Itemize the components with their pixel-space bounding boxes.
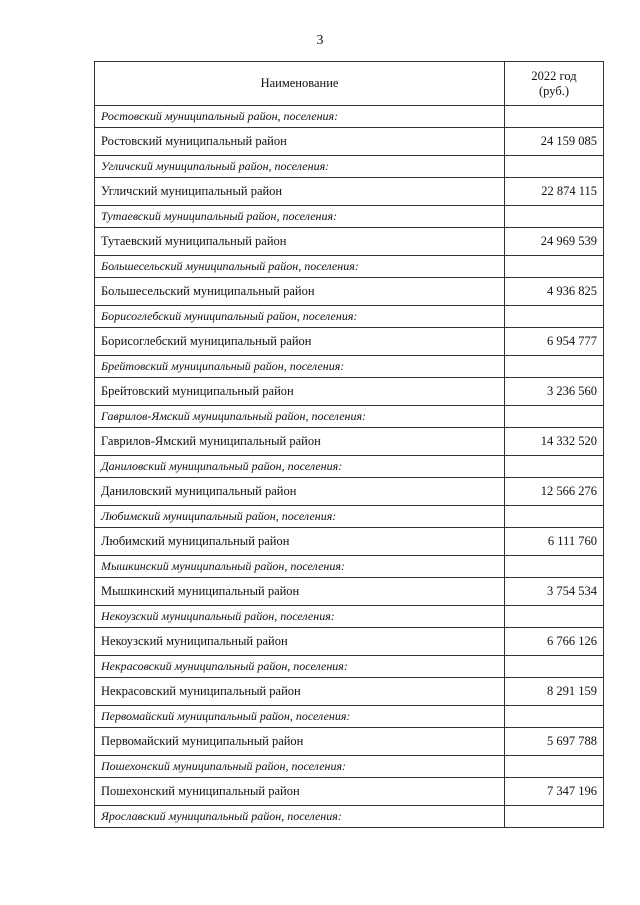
district-name: Мышкинский муниципальный район xyxy=(95,578,505,606)
table-row xyxy=(95,528,604,556)
group-row xyxy=(95,206,604,228)
group-row xyxy=(95,656,604,678)
group-row xyxy=(95,606,604,628)
group-label: Некрасовский муниципальный район, поселения: xyxy=(95,656,505,678)
group-row xyxy=(95,156,604,178)
district-value: 3 236 560 xyxy=(505,378,604,406)
column-header-year xyxy=(505,62,604,106)
district-value: 12 566 276 xyxy=(505,478,604,506)
budget-table xyxy=(94,61,604,828)
district-value: 7 347 196 xyxy=(505,778,604,806)
district-value: 6 111 760 xyxy=(505,528,604,556)
group-label: Брейтовский муниципальный район, поселения: xyxy=(95,356,505,378)
district-name: Некрасовский муниципальный район xyxy=(95,678,505,706)
group-value-empty xyxy=(505,206,604,228)
table-row xyxy=(95,328,604,356)
group-value-empty xyxy=(505,156,604,178)
district-name: Угличский муниципальный район xyxy=(95,178,505,206)
table-row xyxy=(95,628,604,656)
group-row xyxy=(95,306,604,328)
group-row xyxy=(95,456,604,478)
table-row xyxy=(95,178,604,206)
district-name: Гаврилов-Ямский муниципальный район xyxy=(95,428,505,456)
district-value: 5 697 788 xyxy=(505,728,604,756)
group-row xyxy=(95,706,604,728)
group-value-empty xyxy=(505,106,604,128)
district-value: 24 159 085 xyxy=(505,128,604,156)
district-value: 4 936 825 xyxy=(505,278,604,306)
group-value-empty xyxy=(505,656,604,678)
group-label: Мышкинский муниципальный район, поселения: xyxy=(95,556,505,578)
district-name: Ростовский муниципальный район xyxy=(95,128,505,156)
group-value-empty xyxy=(505,806,604,828)
group-label: Борисоглебский муниципальный район, поселения: xyxy=(95,306,505,328)
group-value-empty xyxy=(505,306,604,328)
district-name: Борисоглебский муниципальный район xyxy=(95,328,505,356)
table-row xyxy=(95,478,604,506)
table-row xyxy=(95,378,604,406)
district-value: 8 291 159 xyxy=(505,678,604,706)
group-row xyxy=(95,756,604,778)
district-name: Брейтовский муниципальный район xyxy=(95,378,505,406)
district-name: Первомайский муниципальный район xyxy=(95,728,505,756)
group-label: Гаврилов-Ямский муниципальный район, поселения: xyxy=(95,406,505,428)
district-value: 14 332 520 xyxy=(505,428,604,456)
group-value-empty xyxy=(505,556,604,578)
district-value: 22 874 115 xyxy=(505,178,604,206)
group-label: Первомайский муниципальный район, поселения: xyxy=(95,706,505,728)
group-row xyxy=(95,556,604,578)
group-value-empty xyxy=(505,256,604,278)
table-row xyxy=(95,778,604,806)
table-row xyxy=(95,428,604,456)
group-row xyxy=(95,806,604,828)
group-value-empty xyxy=(505,356,604,378)
district-value: 6 954 777 xyxy=(505,328,604,356)
table-row xyxy=(95,278,604,306)
column-header-name: Наименование xyxy=(95,62,505,106)
group-row xyxy=(95,256,604,278)
group-row xyxy=(95,406,604,428)
group-row xyxy=(95,506,604,528)
group-label: Пошехонский муниципальный район, поселения: xyxy=(95,756,505,778)
table-row xyxy=(95,678,604,706)
table-row xyxy=(95,228,604,256)
group-row xyxy=(95,106,604,128)
column-header-year-label: 2022 год xyxy=(531,68,577,83)
table-body xyxy=(95,106,604,828)
district-name: Тутаевский муниципальный район xyxy=(95,228,505,256)
group-value-empty xyxy=(505,456,604,478)
group-value-empty xyxy=(505,606,604,628)
group-label: Угличский муниципальный район, поселения: xyxy=(95,156,505,178)
district-value: 6 766 126 xyxy=(505,628,604,656)
group-label: Большесельский муниципальный район, поселения: xyxy=(95,256,505,278)
table-row xyxy=(95,728,604,756)
table-row xyxy=(95,128,604,156)
group-label: Тутаевский муниципальный район, поселения: xyxy=(95,206,505,228)
table-header-row xyxy=(95,62,604,106)
group-label: Любимский муниципальный район, поселения: xyxy=(95,506,505,528)
page-number: 3 xyxy=(316,33,324,48)
district-value: 24 969 539 xyxy=(505,228,604,256)
group-value-empty xyxy=(505,406,604,428)
group-value-empty xyxy=(505,706,604,728)
group-label: Даниловский муниципальный район, поселения: xyxy=(95,456,505,478)
table-row xyxy=(95,578,604,606)
column-header-unit: (руб.) xyxy=(539,83,569,98)
district-name: Даниловский муниципальный район xyxy=(95,478,505,506)
group-value-empty xyxy=(505,506,604,528)
district-name: Пошехонский муниципальный район xyxy=(95,778,505,806)
group-label: Ярославский муниципальный район, поселения: xyxy=(95,806,505,828)
group-row xyxy=(95,356,604,378)
district-name: Некоузский муниципальный район xyxy=(95,628,505,656)
district-name: Большесельский муниципальный район xyxy=(95,278,505,306)
group-label: Ростовский муниципальный район, поселения: xyxy=(95,106,505,128)
group-label: Некоузский муниципальный район, поселения: xyxy=(95,606,505,628)
district-value: 3 754 534 xyxy=(505,578,604,606)
group-value-empty xyxy=(505,756,604,778)
district-name: Любимский муниципальный район xyxy=(95,528,505,556)
